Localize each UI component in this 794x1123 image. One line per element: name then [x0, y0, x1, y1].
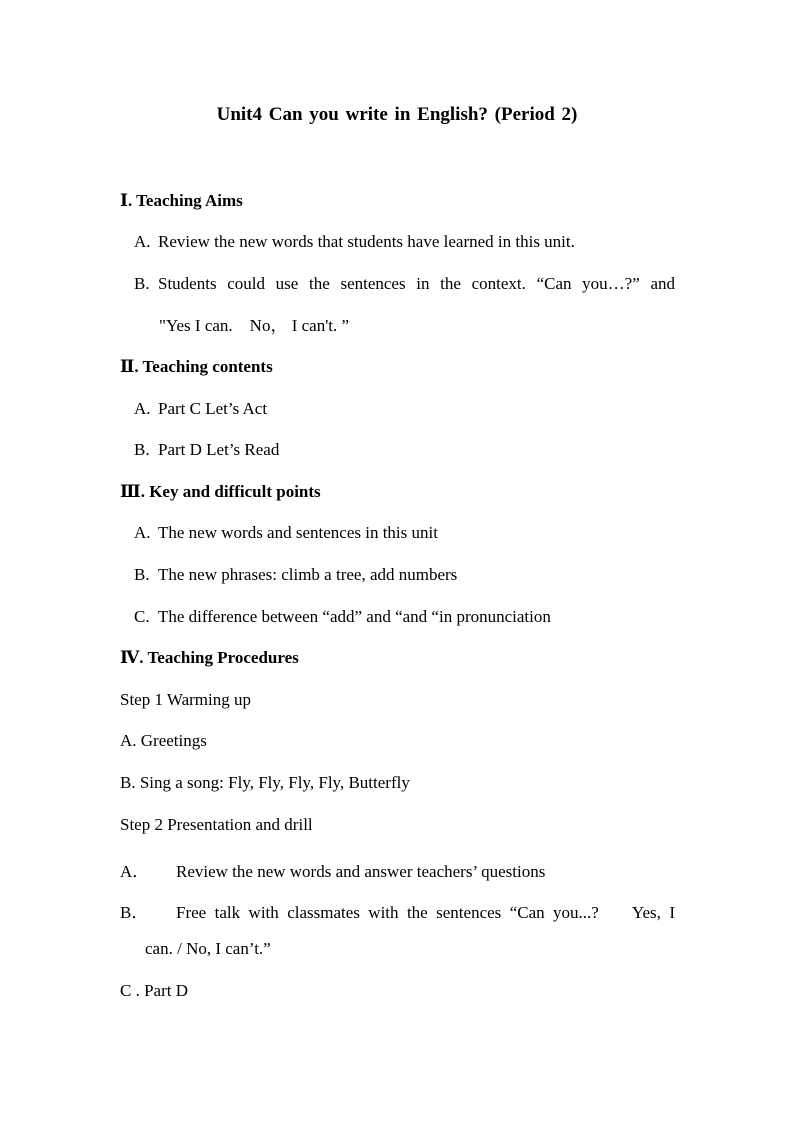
section-heading-teaching-contents — [120, 356, 273, 378]
section-heading-teaching-procedures — [120, 647, 299, 669]
section-numeral: Ⅱ — [120, 357, 135, 377]
list-item — [134, 273, 675, 295]
list-item — [134, 522, 438, 544]
list-item-text: Part C Let’s Act — [158, 399, 268, 418]
list-item — [134, 439, 279, 461]
list-item-text: The new phrases: climb a tree, add numbers — [158, 565, 458, 584]
list-item-label: A. — [134, 399, 151, 418]
step-item-label: A． — [120, 862, 150, 881]
list-item-text: Part D Let’s Read — [158, 440, 280, 459]
list-item-continuation: "Yes I can. No， I can't. ” — [159, 316, 350, 335]
list-item-label: A. — [134, 232, 151, 251]
step-item — [120, 902, 675, 924]
list-item — [134, 231, 575, 253]
list-item-label: B. — [134, 440, 150, 459]
step-item-label: B． — [120, 903, 149, 922]
section-heading-text: . Teaching Aims — [127, 191, 243, 210]
step-item-text: Review the new words and answer teachers’ questions — [176, 862, 546, 881]
section-heading-key-points — [120, 481, 321, 503]
step-item: A. Greetings — [120, 731, 207, 750]
step-heading: Step 1 Warming up — [120, 690, 252, 709]
section-numeral: Ⅰ — [120, 191, 128, 211]
step-item — [120, 861, 545, 883]
list-item-label: C. — [134, 607, 150, 626]
step-item: C . Part D — [120, 981, 188, 1000]
section-numeral: Ⅲ — [120, 482, 141, 502]
list-item-label: A. — [134, 523, 151, 542]
section-heading-text: . Teaching Procedures — [139, 648, 299, 667]
section-heading-teaching-aims — [120, 190, 243, 212]
section-numeral: Ⅳ — [120, 648, 140, 668]
list-item-text: The difference between “add” and “and “in pronunciation — [158, 607, 551, 626]
section-heading-text: . Teaching contents — [134, 357, 273, 376]
list-item — [134, 564, 457, 586]
list-item-label: B. — [134, 565, 150, 584]
step-item-text: Free talk with classmates with the sentences “Can you...? Yes, I — [176, 903, 675, 922]
list-item-text: Students could use the sentences in the context. “Can you…?” and — [158, 274, 675, 293]
step-heading: Step 2 Presentation and drill — [120, 815, 313, 834]
list-item-text: Review the new words that students have learned in this unit. — [158, 232, 575, 251]
list-item-label: B. — [134, 274, 150, 293]
list-item — [134, 606, 551, 628]
list-item-text: The new words and sentences in this unit — [158, 523, 438, 542]
section-heading-text: . Key and difficult points — [140, 482, 321, 501]
list-item — [134, 398, 267, 420]
page-title: Unit4 Can you write in English? (Period 2) — [216, 104, 578, 125]
step-item-continuation: can. / No, I can’t.” — [145, 939, 271, 958]
step-item: B. Sing a song: Fly, Fly, Fly, Fly, Butterfly — [120, 773, 410, 792]
